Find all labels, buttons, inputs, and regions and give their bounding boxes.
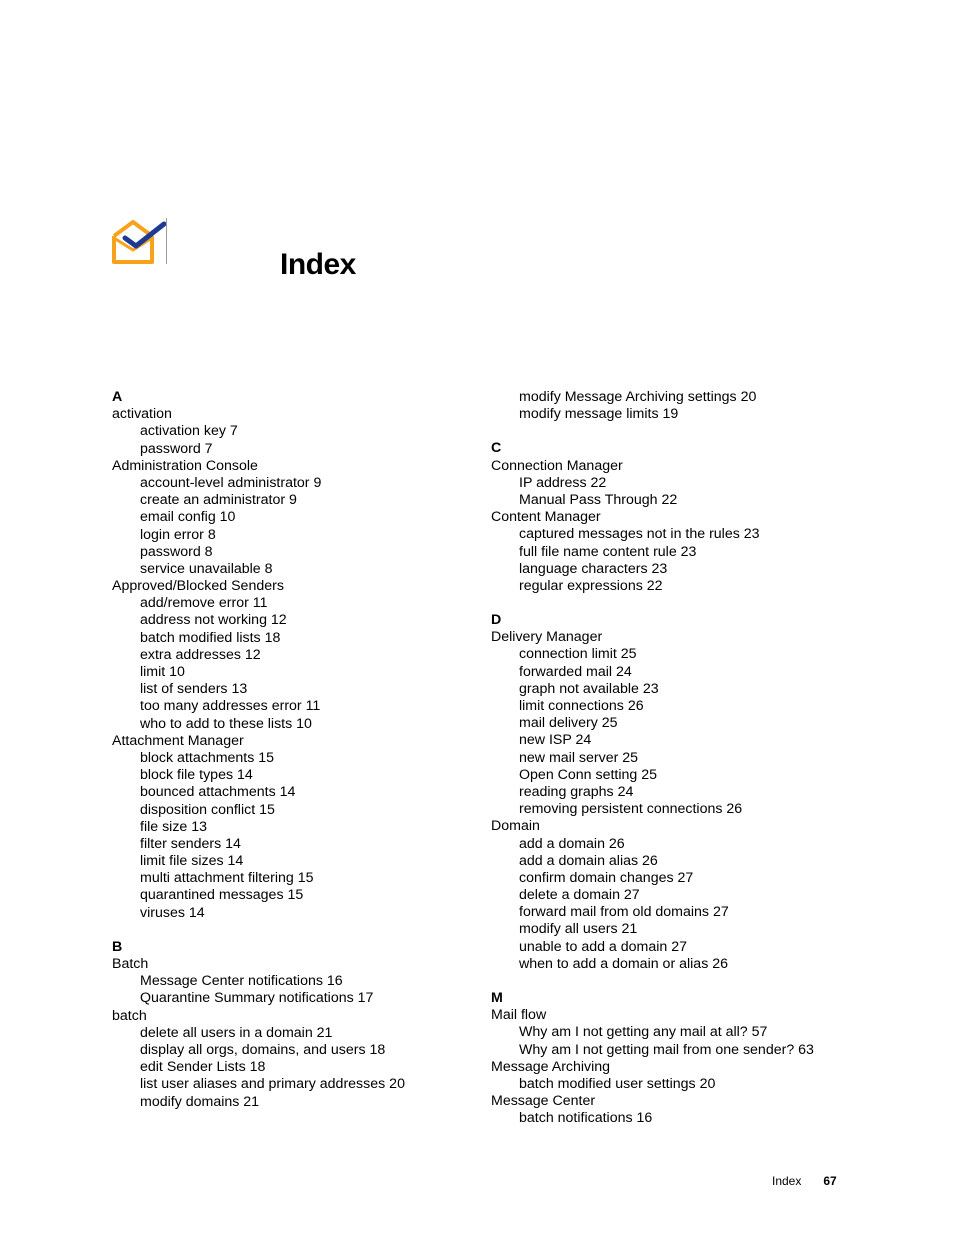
index-subentry: add/remove error 11 [140,595,268,612]
envelope-check-icon [110,216,168,266]
index-entry: Approved/Blocked Senders [112,578,284,595]
index-entry: Message Archiving [491,1058,611,1075]
index-subentry: forwarded mail 24 [519,663,632,680]
index-subentry: batch notifications 16 [519,1110,653,1127]
index-section [491,440,871,595]
index-subentry: list of senders 13 [140,681,248,698]
index-subentry: bounced attachments 14 [140,784,296,801]
page-title: Index [280,248,356,281]
index-subentry: confirm domain changes 27 [519,869,694,886]
index-subentry: mail delivery 25 [519,715,618,732]
index-section [491,990,871,1128]
index-subentry: connection limit 25 [519,646,637,663]
index-subentry: activation key 7 [140,423,238,440]
index-entry: Delivery Manager [491,629,603,646]
index-subentry: reading graphs 24 [519,783,634,800]
page-number: 67 [823,1174,837,1188]
index-subentry: multi attachment filtering 15 [140,870,314,887]
index-subentry: Quarantine Summary notifications 17 [140,990,374,1007]
index-subentry: delete all users in a domain 21 [140,1024,333,1041]
index-section [491,389,871,423]
index-subentry: modify message limits 19 [519,406,679,423]
page-footer [772,1174,837,1188]
index-subentry: IP address 22 [519,474,607,491]
index-subentry: Why am I not getting any mail at all? 57 [519,1024,768,1041]
section-letter: A [112,389,123,405]
section-letter: C [491,440,502,457]
index-subentry: block file types 14 [140,767,253,784]
index-subentry: display all orgs, domains, and users 18 [140,1041,386,1058]
index-subentry: service unavailable 8 [140,560,273,577]
index-subentry: account-level administrator 9 [140,474,322,491]
section-letter: D [491,612,502,629]
index-section [112,389,472,922]
index-column-left [112,389,472,1128]
index-subentry: add a domain 26 [519,835,625,852]
index-subentry: graph not available 23 [519,680,659,697]
index-entry: Connection Manager [491,457,623,474]
index-subentry: delete a domain 27 [519,887,640,904]
index-subentry: modify Message Archiving settings 20 [519,389,757,405]
index-subentry: login error 8 [140,526,216,543]
index-subentry: Why am I not getting mail from one sender? 63 [519,1041,814,1058]
index-subentry: viruses 14 [140,904,205,921]
index-subentry: regular expressions 22 [519,577,663,594]
index-subentry: address not working 12 [140,612,287,629]
index-entry: activation [112,406,172,423]
index-subentry: captured messages not in the rules 23 [519,526,760,543]
footer-section-label: Index [772,1174,802,1188]
index-subentry: filter senders 14 [140,835,241,852]
index-entry: Administration Console [112,457,258,474]
index-subentry: Message Center notifications 16 [140,973,343,990]
index-subentry: block attachments 15 [140,749,275,766]
index-subentry: Manual Pass Through 22 [519,491,678,508]
index-subentry: password 8 [140,543,213,560]
index-subentry: new mail server 25 [519,749,639,766]
index-subentry: disposition conflict 15 [140,801,275,818]
index-subentry: limit file sizes 14 [140,853,244,870]
index-subentry: who to add to these lists 10 [140,715,312,732]
index-section [491,612,871,973]
index-entry: Mail flow [491,1007,547,1024]
index-subentry: limit connections 26 [519,698,644,714]
index-subentry: Open Conn setting 25 [519,766,658,783]
index-entry: Attachment Manager [112,732,244,749]
index-entry: Message Center [491,1093,596,1110]
index-subentry: unable to add a domain 27 [519,938,688,955]
index-section [112,939,472,1111]
index-subentry: new ISP 24 [519,732,592,749]
index-column-right [491,389,871,1145]
index-subentry: list user aliases and primary addresses 20 [140,1076,405,1093]
index-subentry: modify all users 21 [519,921,638,938]
index-subentry: language characters 23 [519,560,668,577]
index-subentry: too many addresses error 11 [140,698,321,715]
index-entry: Content Manager [491,509,601,526]
index-subentry: file size 13 [140,818,208,835]
index-entry: batch [112,1007,147,1024]
index-subentry: full file name content rule 23 [519,543,697,560]
section-letter: M [491,990,503,1006]
index-subentry: limit 10 [140,664,185,680]
index-subentry: removing persistent connections 26 [519,801,743,818]
index-subentry: edit Sender Lists 18 [140,1059,266,1076]
section-letter: B [112,938,123,955]
index-subentry: create an administrator 9 [140,492,297,509]
index-subentry: add a domain alias 26 [519,852,658,869]
index-subentry: batch modified lists 18 [140,629,281,646]
index-subentry: password 7 [140,440,213,457]
index-subentry: extra addresses 12 [140,646,261,663]
index-subentry: quarantined messages 15 [140,887,304,904]
index-subentry: when to add a domain or alias 26 [519,955,729,972]
index-subentry: modify domains 21 [140,1093,260,1110]
index-subentry: email config 10 [140,509,236,526]
index-entry: Domain [491,818,540,835]
index-subentry: forward mail from old domains 27 [519,904,729,921]
index-entry: Batch [112,956,149,972]
index-subentry: batch modified user settings 20 [519,1075,716,1092]
